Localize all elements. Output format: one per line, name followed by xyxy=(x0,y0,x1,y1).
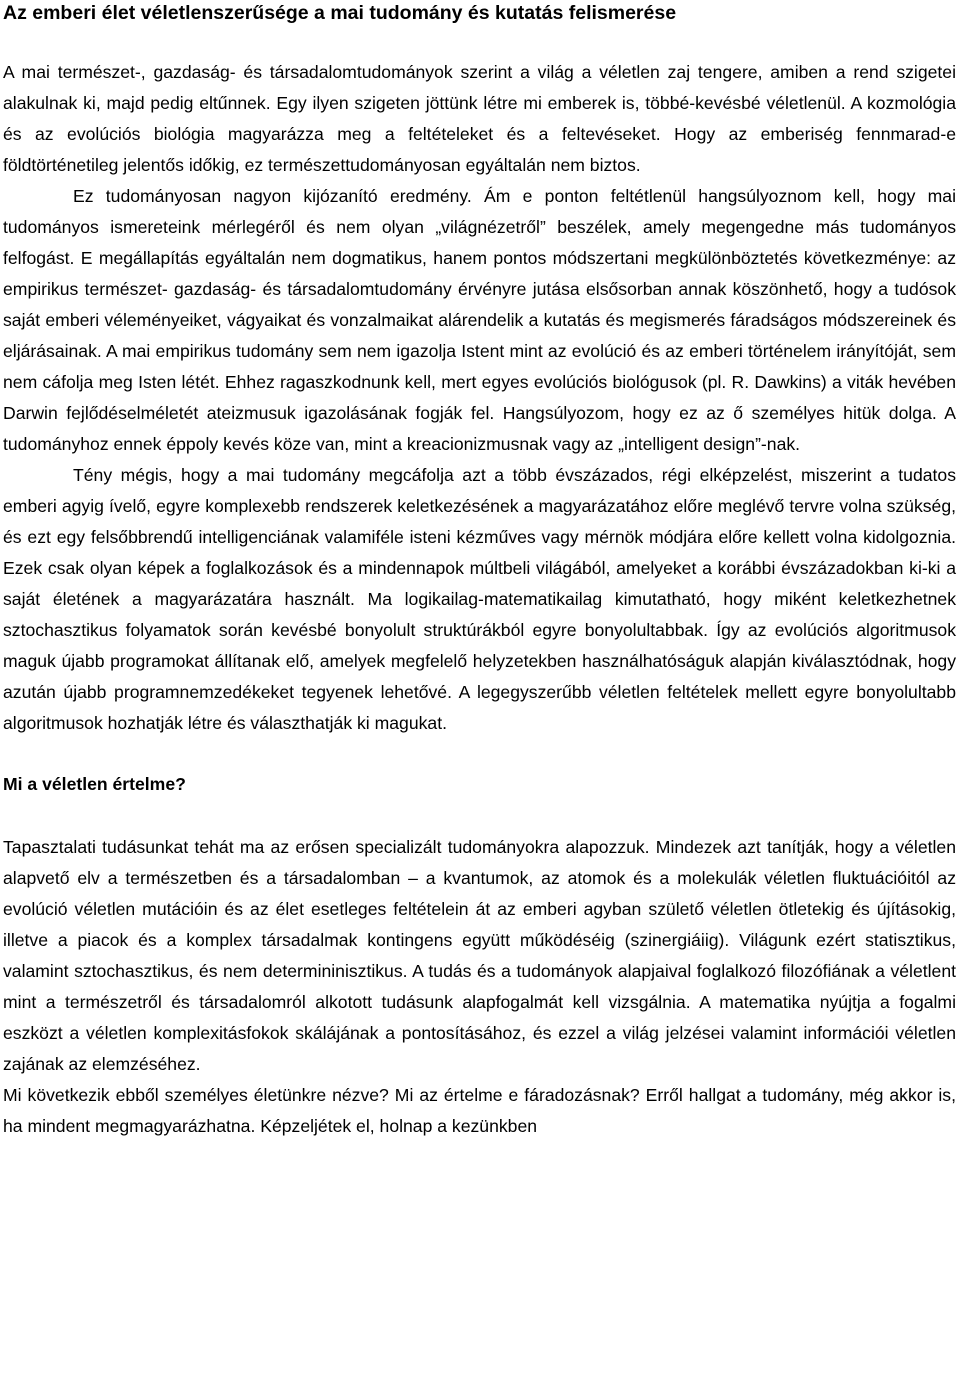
section-heading: Mi a véletlen értelme? xyxy=(3,774,186,794)
paragraph-personal-life: Mi következik ebből személyes életünkre nézve? Mi az értelme e fáradozásnak? Erről hallgat a tudomány, még akkor is, ha mindent megmagyarázhatna. Képzeljétek el, holnap a kezünkben xyxy=(3,1085,956,1136)
title-spacer xyxy=(3,30,956,57)
document-title: Az emberi élet véletlenszerűsége a mai tudomány és kutatás felismerése xyxy=(3,2,677,24)
section-spacer-after xyxy=(3,800,956,832)
paragraph-chance-principle: Tapasztalati tudásunkat tehát ma az erősen specializált tudományokra alapozzuk. Mindezek azt tanítják, hogy a véletlen alapvető elv a természetben és a társadalomban – a kvantumok, az atomok és a molekulák véletlen fluktuációitól az evolúció véletlen mutációin és az élet esetleges feltételein át az emberi agyban születő véletlen ötletekig és újításokig, illetve a piacok és a komplex társadalmak kontingens együtt működéséig (szinergiáiig). Világunk ezért statisztikus, valamint sztochasztikus, és nem determininisztikus. A tudás és a tudományok alapjaival foglalkozó filozófiának a véletlent mint a természetről és társadalomról alkotott tudásunk alapfogalmát kell vizsgálnia. A matematika nyújtja a fogalmi eszközt a véletlen komplexitásfokok skálájának a pontosításához, és ezzel a világ jelzései valamint információi véletlen zajának az elemzéséhez. xyxy=(3,837,956,1074)
section-spacer-before xyxy=(3,739,956,769)
paragraph-evolution-algorithms: Tény mégis, hogy a mai tudomány megcáfolja azt a több évszázados, régi elképzelést, miszerint a tudatos emberi agyig ívelő, egyre komplexebb rendszerek keletkezésének a magyarázatához előre meglévő tervre volna szükség, és ezt egy felsőbbrendű intelligenciának valamiféle isteni kézműves vagy mérnök módjára előre kellett volna kidolgoznia. Ezek csak olyan képek a foglalkozások és a mindennapok múltbeli világából, amelyeket a korábbi évszázadokban ki-ki a saját életének a magyarázatára használt. Ma logikailag-matematikailag kimutatható, hogy miként keletkezhetnek sztochasztikus folyamatok során kevésbé bonyolult struktúrákból egyre bonyolultabbak. Így az evolúciós algoritmusok maguk újabb programokat állítanak elő, amelyek megfelelő helyzetekben használhatóságuk alapján kiválasztódnak, hogy azután újabb programnemzedékeket tegyenek lehetővé. A legegyszerűbb véletlen feltételek mellett egyre bonyolultabb algoritmusok hozhatják létre és választhatják ki magukat. xyxy=(3,465,956,733)
document-page xyxy=(3,0,956,1142)
paragraph-intro: A mai természet-, gazdaság- és társadalomtudományok szerint a világ a véletlen zaj tengere, amiben a rend szigetei alakulnak ki, majd pedig eltűnnek. Egy ilyen szigeten jöttünk létre mi emberek is, többé-kevésbé véletlenül. A kozmológia és az evolúciós biológia magyarázza meg a feltételeket és a feltevéseket. Hogy az emberiség fennmarad-e földtörténetileg jelentős időkig, ez természettudományosan egyáltalán nem biztos. xyxy=(3,62,956,175)
paragraph-science-result: Ez tudományosan nagyon kijózanító eredmény. Ám e ponton feltétlenül hangsúlyoznom kell, hogy mai tudományos ismereteink mérlegéről és nem olyan „világnézetről” beszélek, amely megengedne más tudományos felfogást. E megállapítás egyáltalán nem dogmatikus, hanem pontos módszertani megkülönböztetés következménye: az empirikus természet- gazdaság- és társadalomtudomány érvényre jutása elsősorban annak köszönhető, hogy a tudósok saját emberi véleményeiket, vágyaikat és vonzalmaikat alárendelik a kutatás és megismerés fáradságos módszereinek és eljárásainak. A mai empirikus tudomány sem nem igazolja Istent mint az evolúció és az emberi történelem irányítóját, sem nem cáfolja meg Isten létét. Ehhez ragaszkodnunk kell, mert egyes evolúciós biológusok (pl. R. Dawkins) a viták hevében Darwin fejlődéselméletét ateizmusuk igazolásának fogják fel. Hangsúlyozom, hogy ez az ő személyes hitük dolga. A tudományhoz ennek éppoly kevés köze van, mint a kreacionizmusnak vagy az „intelligent design”-nak. xyxy=(3,186,956,454)
